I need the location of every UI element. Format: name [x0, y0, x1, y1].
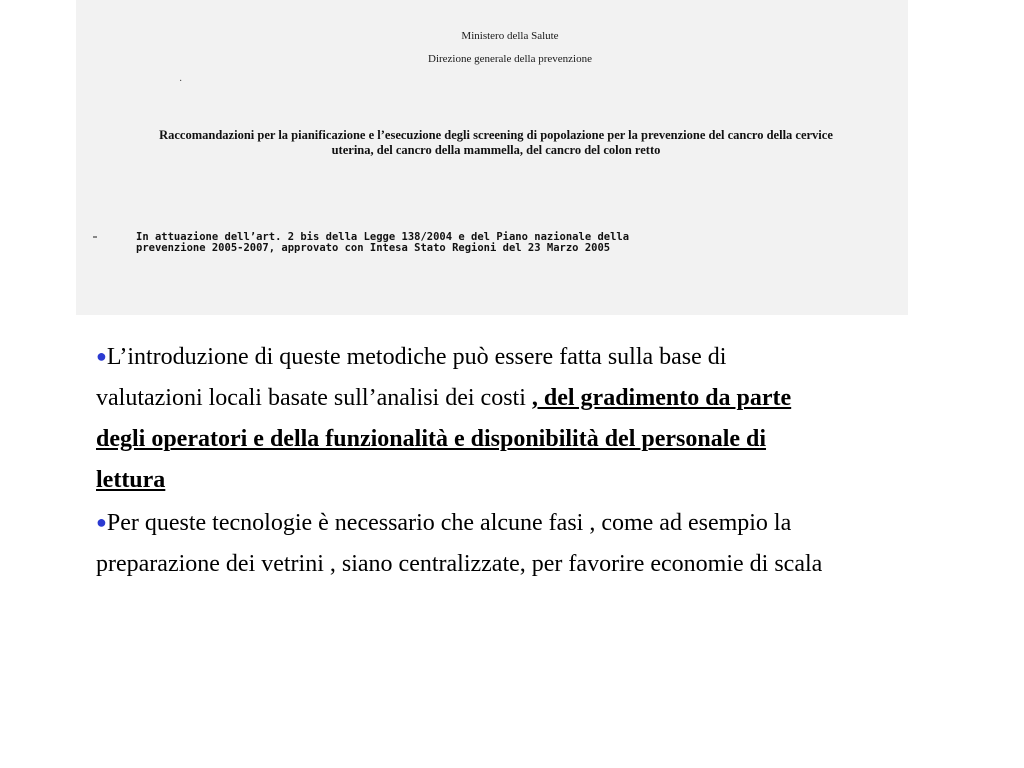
ministry-name: Ministero della Salute	[461, 30, 559, 42]
slide-body	[96, 336, 826, 586]
directorate-name: Direzione generale della prevenzione	[428, 53, 592, 65]
bullet-paragraph-2	[96, 502, 826, 585]
bullet-icon: ●	[96, 512, 107, 532]
document-scan-image	[76, 0, 908, 315]
bullet-paragraph-1	[96, 336, 826, 501]
paragraph-1-emphasis: , del gradimento da parte degli operatori e della funzionalità e disponibilità del personale di lettura	[96, 385, 792, 493]
document-title: Raccomandazioni per la pianificazione e l’esecuzione degli screening di popolazione per la prevenzione del cancro della cervice uterina, del cancro della mammella, del cancro del colon retto	[159, 128, 833, 157]
scan-speck: ·	[179, 76, 183, 87]
document-subtitle: In attuazione dell’art. 2 bis della Legge 138/2004 e del Piano nazionale della prevenzione 2005-2007, approvato con Intesa Stato Regioni del 23 Marzo 2005	[136, 231, 630, 254]
paragraph-1-text: L’introduzione di queste metodiche può essere fatta sulla base di valutazioni locali basate sull’analisi dei costi	[96, 344, 727, 411]
scan-mark	[93, 236, 97, 238]
paragraph-2-text: Per queste tecnologie è necessario che alcune fasi , come ad esempio la preparazione dei vetrini , siano centralizzate, per favorire economie di scala	[96, 510, 823, 577]
bullet-icon: ●	[96, 346, 107, 366]
